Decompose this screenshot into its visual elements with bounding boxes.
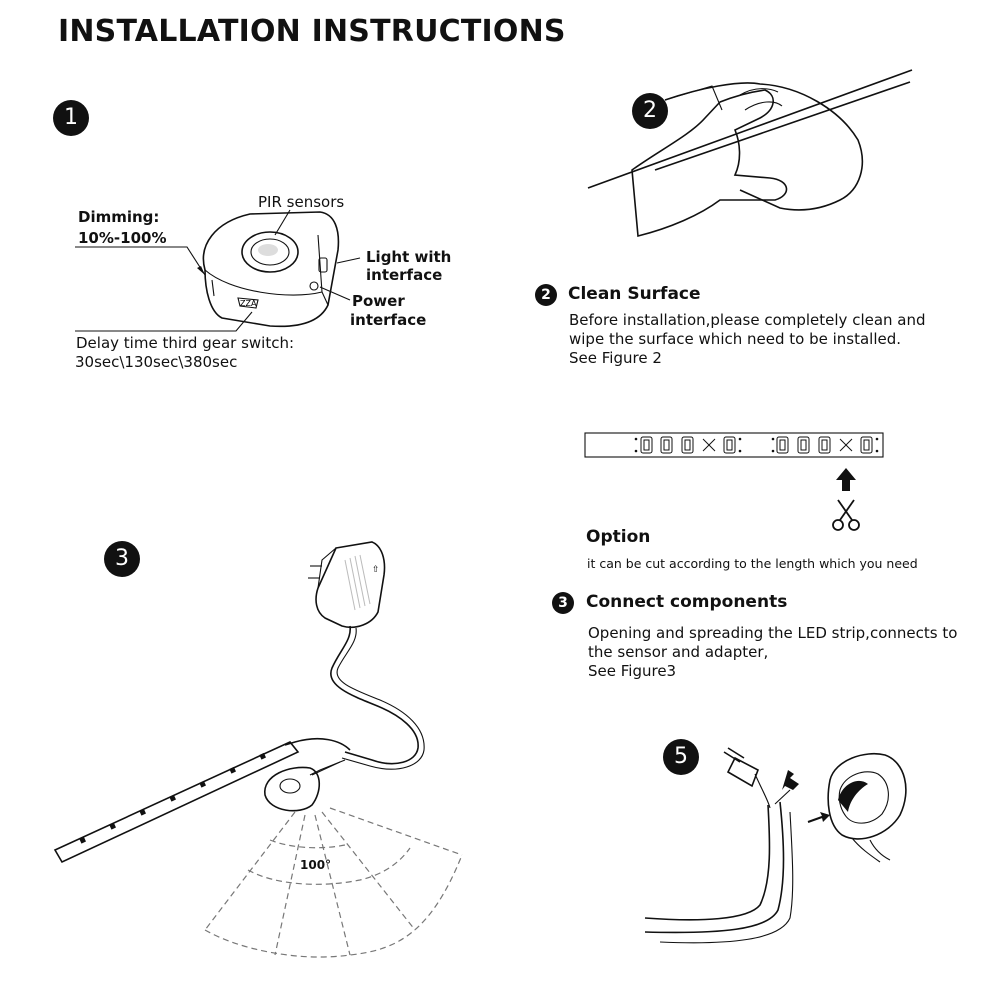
dimming-label: Dimming: (78, 208, 160, 226)
page-title: INSTALLATION INSTRUCTIONS (58, 14, 566, 49)
dimming-range-label: 10%-100% (78, 229, 167, 247)
step-3-text-line-2: the sensor and adapter, (588, 643, 769, 661)
step-2-text-line-3: See Figure 2 (569, 349, 662, 367)
step-3-heading: Connect components (586, 592, 788, 612)
figure-2-badge: 2 (632, 93, 668, 129)
pir-sensors-label: PIR sensors (258, 193, 345, 211)
svg-text:ZZA: ZZA (240, 299, 257, 308)
option-text: it can be cut according to the length which you need (587, 556, 918, 571)
svg-text:⇧: ⇧ (372, 565, 380, 575)
light-interface-label: Light with (366, 248, 452, 266)
step-3-text-line-3: See Figure3 (588, 662, 677, 680)
power-interface-label-2: interface (350, 311, 427, 329)
step-3-text-badge: 3 (552, 592, 574, 614)
step-2-badge: 2 (535, 284, 557, 306)
step-3-badge: 3 (104, 541, 140, 577)
delay-values-label: 30sec\130sec\380sec (75, 353, 238, 371)
step-1-badge: 1 (53, 100, 89, 136)
step-5-badge: 5 (663, 739, 699, 775)
power-interface-label: Power (352, 292, 405, 310)
option-heading: Option (586, 527, 651, 547)
light-interface-label-2: interface (366, 266, 443, 284)
delay-switch-label: Delay time third gear switch: (76, 334, 295, 352)
detection-angle-label: 100° (300, 858, 332, 872)
step-2-text-line-1: Before installation,please completely clean and (569, 311, 926, 329)
step-2-heading: Clean Surface (568, 284, 701, 304)
step-3-text-line-1: Opening and spreading the LED strip,connects to (588, 624, 958, 642)
step-2-text-line-2: wipe the surface which need to be installed. (569, 330, 902, 348)
